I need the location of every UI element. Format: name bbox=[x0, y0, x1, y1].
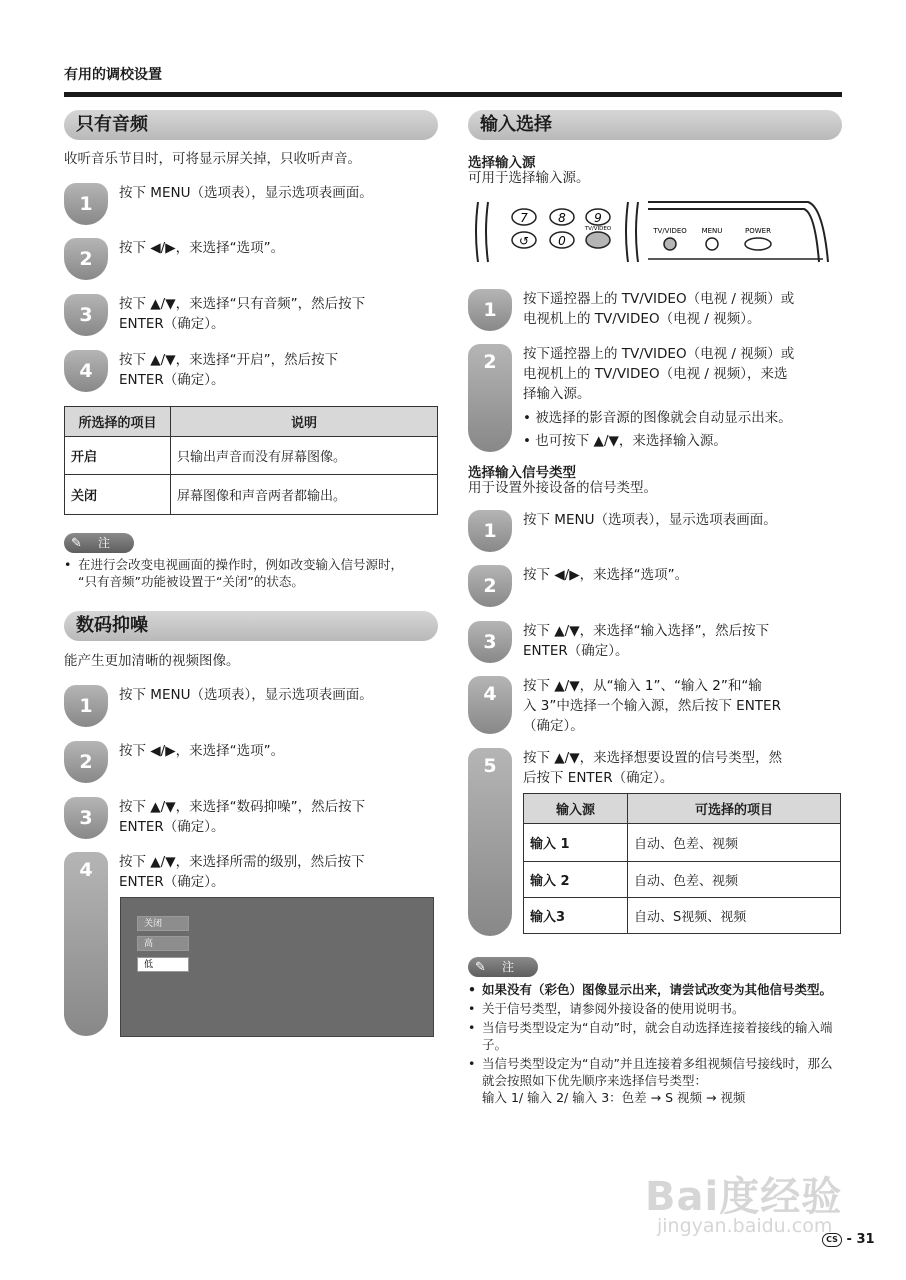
menu-option-low[interactable]: 低 bbox=[137, 957, 189, 972]
section-title-dnr: 数码抑噪 bbox=[64, 611, 438, 641]
audio-only-table bbox=[64, 406, 438, 515]
step-text-line: 按下 ▲/▼，来选择“只有音频”，然后按下 bbox=[119, 296, 366, 312]
step-text: 按下 MENU（选项表），显示选项表画面。 bbox=[523, 512, 777, 528]
watermark-url: jingyan.baidu.com bbox=[657, 1215, 833, 1237]
key-label: 9 bbox=[594, 211, 602, 225]
table-header: 所选择的项目 bbox=[65, 407, 171, 437]
step-text: 按下 MENU（选项表），显示选项表画面。 bbox=[119, 185, 373, 201]
step-text-line: 按下 ▲/▼，来选择“开启”，然后按下 bbox=[119, 352, 339, 368]
step-text bbox=[119, 797, 365, 837]
step-number: 2 bbox=[64, 238, 108, 280]
baidu-watermark bbox=[645, 1165, 855, 1240]
step-text bbox=[119, 852, 365, 892]
step-text-line: 按下 ▲/▼，从“输入 1”、“输入 2”和“输 bbox=[523, 678, 762, 694]
step-number: 3 bbox=[468, 621, 512, 663]
step-number: 1 bbox=[468, 289, 512, 331]
table-cell: 开启 bbox=[65, 437, 171, 475]
paperclip-icon: ✎ bbox=[475, 960, 486, 975]
step-number: 3 bbox=[64, 294, 108, 336]
watermark-logo: Bai度经验 bbox=[645, 1174, 843, 1220]
step-text-line: 按下 ▲/▼，来选择想要设置的信号类型，然 bbox=[523, 750, 783, 766]
step-text bbox=[119, 294, 365, 334]
step-text-line: 入 3”中选择一个输入源，然后按下 ENTER bbox=[523, 698, 781, 714]
step-text bbox=[523, 289, 794, 329]
step-number: 2 bbox=[468, 565, 512, 607]
source-heading: 选择输入源 bbox=[468, 155, 536, 171]
audio-only-intro: 收听音乐节目时，可将显示屏关掉，只收听声音。 bbox=[64, 151, 361, 167]
table-cell: 屏幕图像和声音两者都输出。 bbox=[171, 475, 438, 515]
note-item: • 如果没有（彩色）图像显示出来，请尝试改变为其他信号类型。 bbox=[468, 981, 844, 998]
key-label: 8 bbox=[558, 211, 566, 225]
section-title-audio-only: 只有音频 bbox=[64, 110, 438, 140]
bullet-text: 也可按下 ▲/▼，来选择输入源。 bbox=[535, 433, 727, 449]
note-label: 注 bbox=[502, 960, 515, 974]
key-label: 7 bbox=[520, 211, 528, 225]
table-cell: 关闭 bbox=[65, 475, 171, 515]
table-cell: 输入 1 bbox=[524, 824, 628, 862]
step-text: 按下 ◀/▶，来选择“选项”。 bbox=[523, 567, 689, 583]
step-number: 1 bbox=[468, 510, 512, 552]
note-item: • 关于信号类型，请参阅外接设备的使用说明书。 bbox=[468, 1000, 844, 1017]
note-item bbox=[468, 1055, 844, 1106]
table-row bbox=[65, 437, 438, 475]
step-number: 1 bbox=[64, 183, 108, 225]
signal-type-table bbox=[523, 793, 841, 934]
table-header: 输入源 bbox=[524, 794, 628, 824]
panel-button-tv-video bbox=[664, 238, 676, 250]
step-bullet: • 被选择的影音源的图像就会自动显示出来。 bbox=[523, 410, 792, 426]
paperclip-icon: ✎ bbox=[71, 536, 82, 551]
step-number: 4 bbox=[64, 852, 108, 1036]
panel-button-power bbox=[745, 238, 771, 250]
table-cell: 自动、色差、视频 bbox=[628, 824, 841, 862]
step-text bbox=[523, 344, 794, 451]
table-header: 可选择的项目 bbox=[628, 794, 841, 824]
step-text-line: 按下 ▲/▼，来选择“数码抑噪”，然后按下 bbox=[119, 799, 366, 815]
step-text bbox=[523, 676, 781, 736]
step-number: 3 bbox=[64, 797, 108, 839]
page-header-title: 有用的调校设置 bbox=[64, 67, 162, 83]
note-item bbox=[64, 556, 444, 590]
header-rule bbox=[64, 92, 842, 97]
step-text-line: ENTER（确定）。 bbox=[119, 819, 225, 835]
step-text-line: ENTER（确定）。 bbox=[119, 372, 225, 388]
section-title-input-select: 输入选择 bbox=[468, 110, 842, 140]
key-label: ↺ bbox=[518, 234, 530, 248]
step-text-line: 择输入源。 bbox=[523, 386, 591, 402]
step-number: 2 bbox=[64, 741, 108, 783]
signal-heading: 选择输入信号类型 bbox=[468, 465, 576, 481]
step-text-line: 电视机上的 TV/VIDEO（电视 / 视频），来选 bbox=[523, 366, 788, 382]
step-number: 4 bbox=[468, 676, 512, 734]
note-label: 注 bbox=[98, 536, 111, 550]
bullet-text: 被选择的影音源的图像就会自动显示出来。 bbox=[535, 410, 792, 426]
dnr-intro: 能产生更加清晰的视频图像。 bbox=[64, 653, 240, 669]
table-row bbox=[524, 898, 841, 934]
remote-key-tv-video bbox=[586, 232, 610, 248]
note-badge bbox=[64, 533, 134, 553]
step-text: 按下 ◀/▶，来选择“选项”。 bbox=[119, 743, 285, 759]
step-text-line: 后按下 ENTER（确定）。 bbox=[523, 770, 674, 786]
table-row bbox=[65, 475, 438, 515]
step-text bbox=[523, 621, 769, 661]
step-number: 4 bbox=[64, 350, 108, 392]
source-intro: 可用于选择输入源。 bbox=[468, 170, 590, 186]
step-text-line: ENTER（确定）。 bbox=[119, 874, 225, 890]
signal-intro: 用于设置外接设备的信号类型。 bbox=[468, 480, 657, 496]
step-text: 按下 ◀/▶，来选择“选项”。 bbox=[119, 240, 285, 256]
table-cell: 输入 2 bbox=[524, 862, 628, 898]
panel-button-menu bbox=[706, 238, 718, 250]
menu-option-off[interactable]: 关闭 bbox=[137, 916, 189, 931]
page-number-text: - 31 bbox=[846, 1232, 875, 1247]
note-text: 当信号类型设定为“自动”并且连接着多组视频信号接线时，那么就会按照如下优先顺序来选择信号类型： bbox=[482, 1056, 833, 1088]
panel-label: TV/VIDEO bbox=[653, 227, 687, 235]
table-cell: 输入3 bbox=[524, 898, 628, 934]
table-row bbox=[524, 824, 841, 862]
panel-label: POWER bbox=[745, 227, 771, 235]
step-text-line: 按下遥控器上的 TV/VIDEO（电视 / 视频）或 bbox=[523, 346, 795, 362]
dnr-menu-screen bbox=[120, 897, 434, 1037]
table-cell: 自动、S视频、视频 bbox=[628, 898, 841, 934]
panel-label: MENU bbox=[701, 227, 723, 235]
step-bullet: • 也可按下 ▲/▼，来选择输入源。 bbox=[523, 433, 727, 449]
table-cell: 只输出声音而没有屏幕图像。 bbox=[171, 437, 438, 475]
step-text-line: （确定）。 bbox=[523, 718, 584, 734]
note-badge bbox=[468, 957, 538, 977]
step-text: 按下 MENU（选项表），显示选项表画面。 bbox=[119, 687, 373, 703]
step-text-line: 电视机上的 TV/VIDEO（电视 / 视频）。 bbox=[523, 311, 761, 327]
signal-notes bbox=[468, 981, 844, 1108]
note-text: 输入 1/ 输入 2/ 输入 3：色差 → S 视频 → 视频 bbox=[482, 1090, 746, 1105]
menu-option-high[interactable]: 高 bbox=[137, 936, 189, 951]
key-label: TV/VIDEO bbox=[584, 226, 612, 232]
step-text-line: 按下遥控器上的 TV/VIDEO（电视 / 视频）或 bbox=[523, 291, 795, 307]
step-text-line: ENTER（确定）。 bbox=[523, 643, 629, 659]
cs-badge: CS bbox=[822, 1233, 842, 1247]
table-row bbox=[524, 862, 841, 898]
key-label: 0 bbox=[558, 234, 566, 248]
audio-only-notes bbox=[64, 556, 444, 592]
step-number: 2 bbox=[468, 344, 512, 452]
table-cell: 自动、色差、视频 bbox=[628, 862, 841, 898]
remote-panel-illustration bbox=[468, 197, 842, 267]
step-number: 1 bbox=[64, 685, 108, 727]
step-number: 5 bbox=[468, 748, 512, 936]
table-header: 说明 bbox=[171, 407, 438, 437]
note-text: “只有音频”功能被设置于“关闭”的状态。 bbox=[78, 574, 304, 589]
step-text bbox=[523, 748, 782, 788]
step-text bbox=[119, 350, 338, 390]
note-item: • 当信号类型设定为“自动”时，就会自动选择连接着接线的输入端子。 bbox=[468, 1019, 844, 1053]
step-text-line: 按下 ▲/▼，来选择“输入选择”，然后按下 bbox=[523, 623, 770, 639]
page-number bbox=[822, 1232, 875, 1247]
note-text: 在进行会改变电视画面的操作时，例如改变输入信号源时， bbox=[78, 557, 404, 572]
step-text-line: ENTER（确定）。 bbox=[119, 316, 225, 332]
step-text-line: 按下 ▲/▼，来选择所需的级别，然后按下 bbox=[119, 854, 365, 870]
